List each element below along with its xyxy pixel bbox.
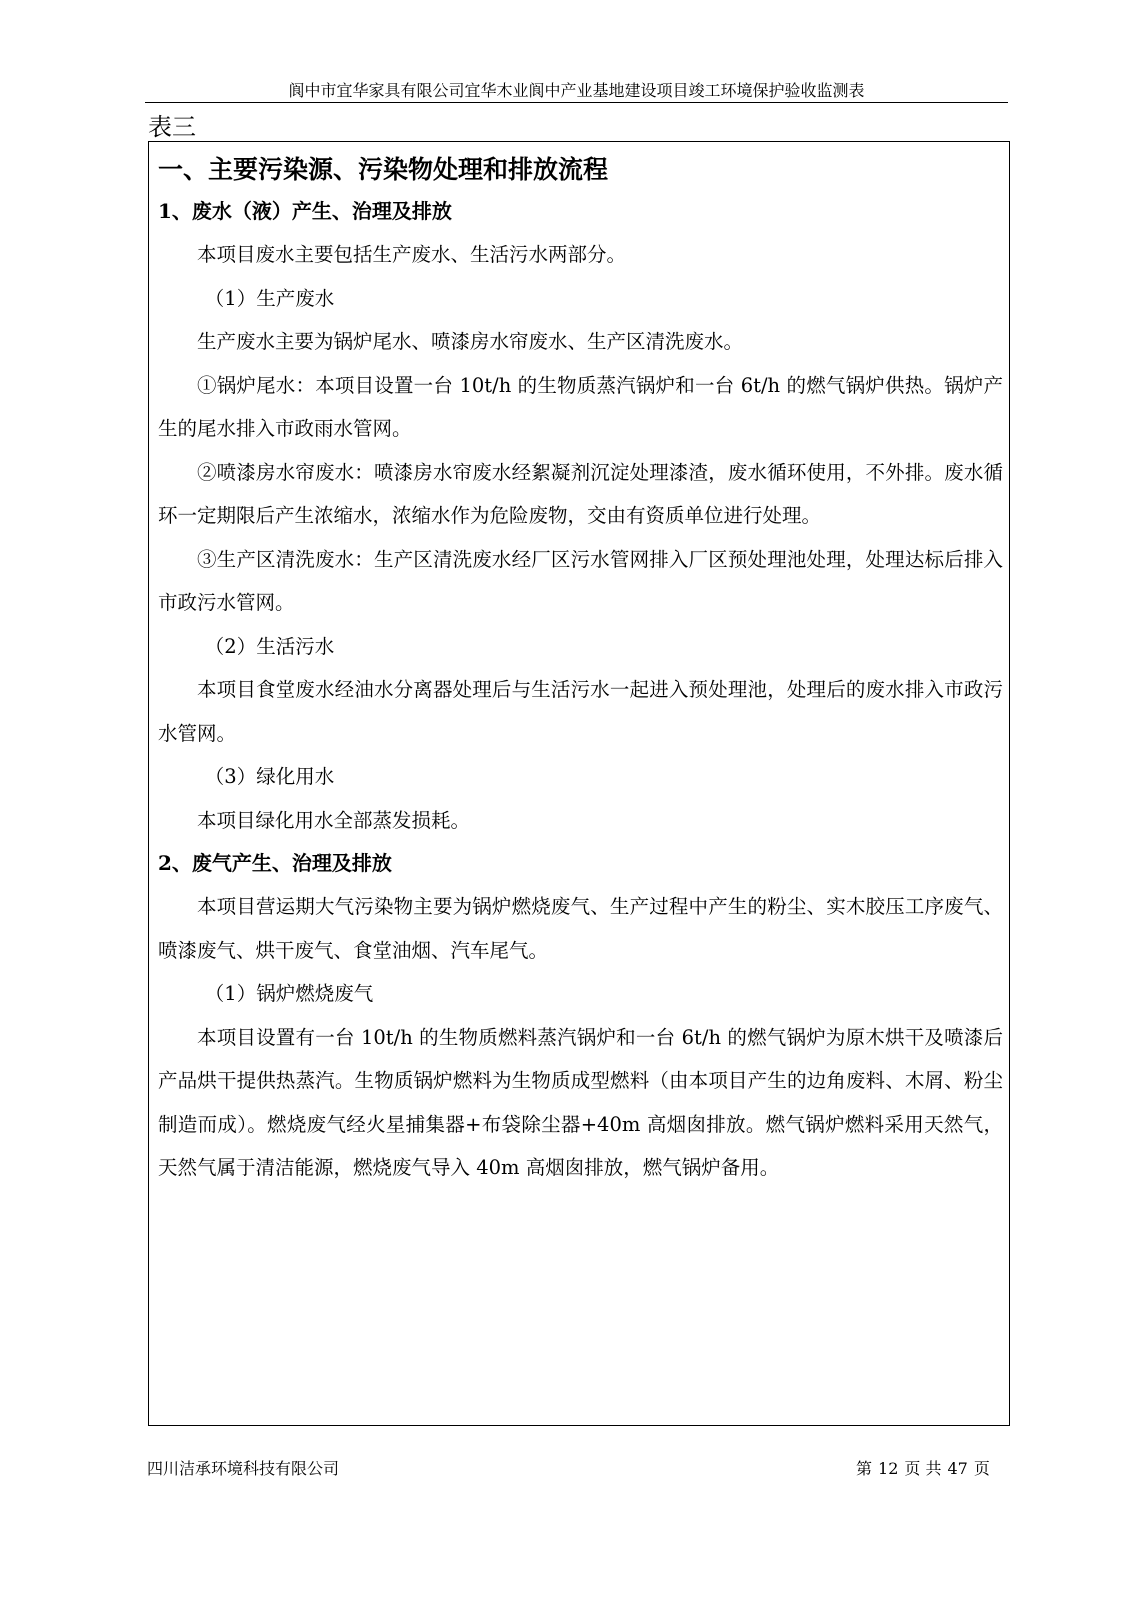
paragraph: ②喷漆房水帘废水：喷漆房水帘废水经絮凝剂沉淀处理漆渣，废水循环使用，不外排。废水循环一定期限后产生浓缩水，浓缩水作为危险废物，交由有资质单位进行处理。 — [158, 460, 1003, 527]
paragraph: 本项目废水主要包括生产废水、生活污水两部分。 — [197, 243, 627, 266]
paragraph: ①锅炉尾水：本项目设置一台 10t/h 的生物质蒸汽锅炉和一台 6t/h 的燃气锅炉供热。锅炉产生的尾水排入市政雨水管网。 — [158, 373, 1003, 440]
table-label: 表三 — [148, 113, 196, 141]
content-area — [158, 150, 1003, 1190]
paragraph: 本项目绿化用水全部蒸发损耗。 — [197, 808, 471, 832]
sub-heading: （1）锅炉燃烧废气 — [204, 982, 374, 1005]
page-prefix: 第 — [856, 1459, 873, 1478]
page-middle: 页 共 — [904, 1459, 942, 1478]
document-header: 阆中市宜华家具有限公司宜华木业阆中产业基地建设项目竣工环境保护验收监测表 — [288, 81, 865, 100]
page-current: 12 — [878, 1459, 899, 1478]
paragraph: 本项目设置有一台 10t/h 的生物质燃料蒸汽锅炉和一台 6t/h 的燃气锅炉为原木烘干及喷漆后产品烘干提供热蒸汽。生物质锅炉燃料为生物质成型燃料（由本项目产生的边角废料、木屑、粉尘制造而成）。燃烧废气经火星捕集器+布袋除尘器+40m 高烟囱排放。燃气锅炉燃料采用天然气，天然气属于清洁能源，燃烧废气导入 40m 高烟囱排放，燃气锅炉备用。 — [158, 1025, 1003, 1179]
footer-company: 四川洁承环境科技有限公司 — [147, 1459, 340, 1478]
paragraph: 本项目食堂废水经油水分离器处理后与生活污水一起进入预处理池，处理后的废水排入市政污水管网。 — [158, 678, 1003, 745]
paragraph: 本项目营运期大气污染物主要为锅炉燃烧废气、生产过程中产生的粉尘、实木胶压工序废气、喷漆废气、烘干废气、食堂油烟、汽车尾气。 — [158, 895, 1003, 962]
sub-heading: （1）生产废水 — [204, 286, 335, 310]
page-suffix: 页 — [973, 1459, 990, 1478]
header-rule — [145, 102, 1008, 103]
page-number — [856, 1456, 996, 1479]
paragraph: ③生产区清洗废水：生产区清洗废水经厂区污水管网排入厂区预处理池处理，处理达标后排入市政污水管网。 — [158, 547, 1003, 614]
sub-heading: （2）生活污水 — [204, 634, 335, 658]
subsection-heading-wastewater: 1、废水（液）产生、治理及排放 — [158, 199, 452, 223]
paragraph: 生产废水主要为锅炉尾水、喷漆房水帘废水、生产区清洗废水。 — [197, 330, 744, 353]
section-title: 一、主要污染源、污染物处理和排放流程 — [158, 155, 609, 184]
subsection-heading-exhaust: 2、废气产生、治理及排放 — [158, 851, 392, 875]
page-total: 47 — [947, 1459, 968, 1478]
section-body — [158, 190, 1003, 1190]
sub-heading: （3）绿化用水 — [204, 765, 335, 788]
